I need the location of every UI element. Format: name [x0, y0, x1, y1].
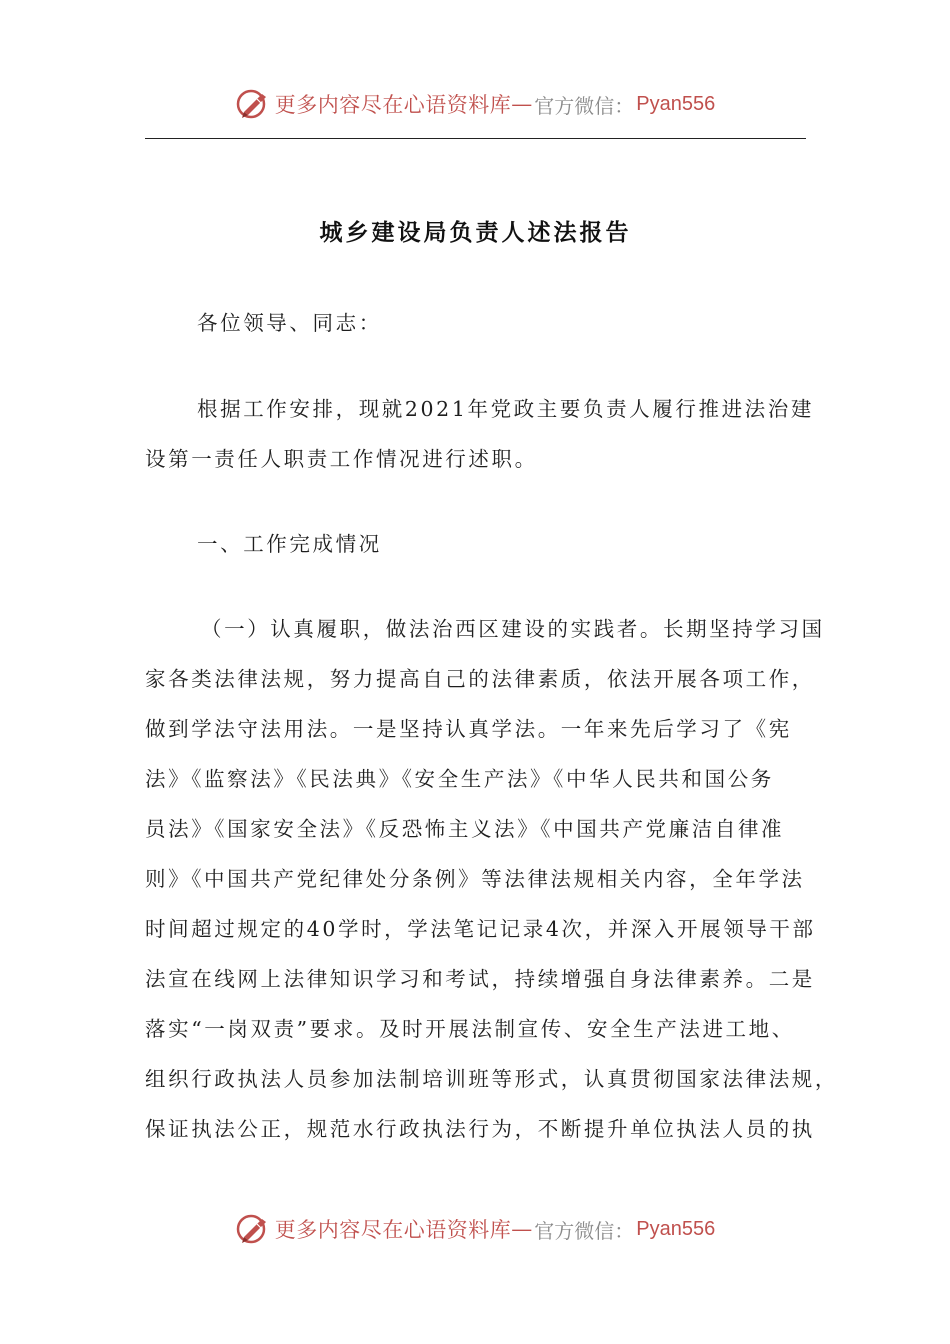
body-line: 组织行政执法人员参加法制培训班等形式，认真贯彻国家法律法规， — [145, 1067, 838, 1091]
pen-logo-icon — [235, 86, 271, 122]
section-heading: 一、工作完成情况 — [197, 532, 382, 556]
footer-wechat-label: 官方微信： — [534, 1218, 635, 1243]
header-brand-text: 更多内容尽在心语资料库 — [274, 93, 512, 117]
body-line: 员法》《国家安全法》《反恐怖主义法》《中国共产党廉洁自律准 — [145, 817, 785, 841]
header-wechat-label: 官方微信： — [534, 93, 635, 118]
body-line: 法》《监察法》《民法典》《安全生产法》《中华人民共和国公务 — [145, 767, 774, 791]
footer-dash: — — [511, 1217, 533, 1241]
body-line: 法宣在线网上法律知识学习和考试，持续增强自身法律素养。二是 — [145, 967, 815, 991]
body-line: 做到学法守法用法。一是坚持认真学法。一年来先后学习了《宪 — [145, 717, 792, 741]
header-dash: — — [511, 92, 533, 116]
body-line: 落实“一岗双责”要求。及时开展法制宣传、安全生产法进工地、 — [145, 1017, 795, 1041]
body-line: 保证执法公正，规范水行政执法行为，不断提升单位执法人员的执 — [145, 1117, 815, 1141]
footer-banner — [0, 1209, 950, 1249]
intro-line-2: 设第一责任人职责工作情况进行述职。 — [145, 447, 538, 471]
header-wechat-id: Pyan556 — [636, 92, 716, 115]
document-title: 城乡建设局负责人述法报告 — [319, 219, 632, 246]
body-line: 时间超过规定的40学时，学法笔记记录4次，并深入开展领导干部 — [145, 917, 816, 941]
body-line: 则》《中国共产党纪律处分条例》等法律法规相关内容，全年学法 — [145, 867, 805, 891]
intro-line-1: 根据工作安排，现就2021年党政主要负责人履行推进法治建 — [197, 397, 814, 421]
greeting: 各位领导、同志： — [197, 311, 382, 335]
footer-brand-text: 更多内容尽在心语资料库 — [274, 1218, 512, 1242]
body-line: 家各类法律法规，努力提高自己的法律素质，依法开展各项工作， — [145, 667, 815, 691]
header-divider — [145, 138, 806, 139]
footer-wechat-id: Pyan556 — [636, 1217, 716, 1240]
header-banner — [0, 84, 950, 124]
body-line: （一）认真履职，做法治西区建设的实践者。长期坚持学习国 — [201, 617, 825, 641]
pen-logo-icon — [235, 1211, 271, 1247]
